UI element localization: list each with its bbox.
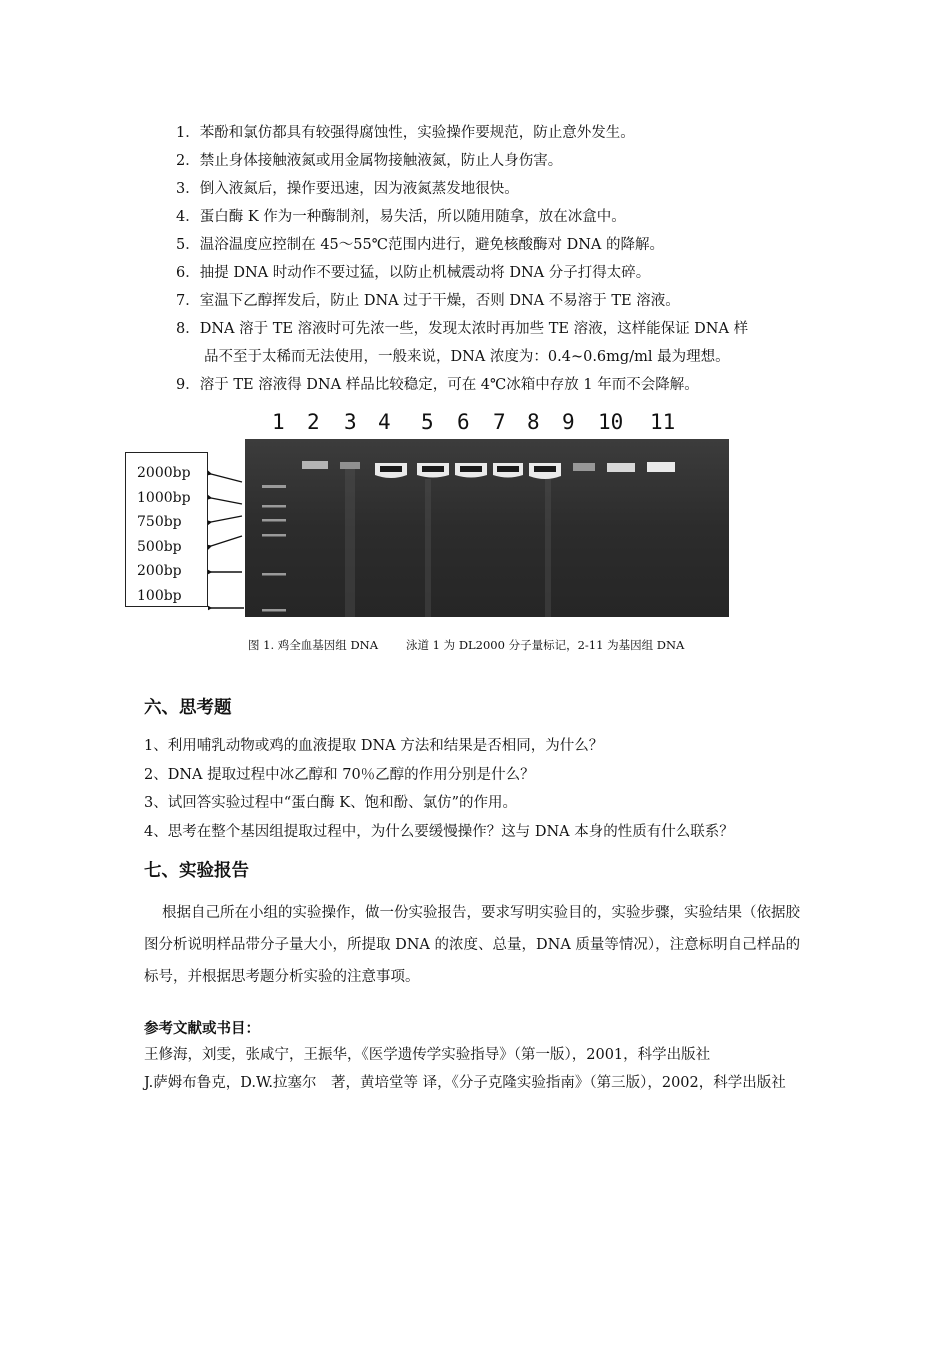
lane-number: 11 bbox=[650, 410, 676, 434]
lane-number: 2 bbox=[307, 410, 320, 434]
marker-label: 750bp bbox=[137, 514, 182, 530]
marker-label: 200bp bbox=[137, 563, 182, 579]
note-item: 9．溶于 TE 溶液得 DNA 样品比较稳定，可在 4℃冰箱中存放 1 年而不会降解。 bbox=[176, 377, 699, 393]
lane-number: 5 bbox=[421, 410, 434, 434]
marker-label: 1000bp bbox=[137, 489, 191, 506]
note-item: 2．禁止身体接触液氮或用金属物接触液氮，防止人身伤害。 bbox=[176, 153, 563, 169]
note-item: 4．蛋白酶 K 作为一种酶制剂，易失活，所以随用随拿，放在冰盒中。 bbox=[176, 209, 626, 225]
lane-number: 9 bbox=[562, 410, 575, 434]
lane-number: 8 bbox=[527, 410, 540, 434]
marker-label: 500bp bbox=[137, 538, 182, 555]
note-item: 1．苯酚和氯仿都具有较强得腐蚀性，实验操作要规范，防止意外发生。 bbox=[176, 125, 635, 141]
note-item: 6．抽提 DNA 时动作不要过猛，以防止机械震动将 DNA 分子打得太碎。 bbox=[176, 265, 651, 281]
note-continuation: 品不至于太稀而无法使用，一般来说，DNA 浓度为：0.4~0.6mg/ml 最为理想。 bbox=[204, 349, 730, 365]
caption-description: 泳道 1 为 DL2000 分子量标记，2-11 为基因组 DNA bbox=[406, 638, 685, 652]
question-item: 2、DNA 提取过程中冰乙醇和 70％乙醇的作用分别是什么？ bbox=[144, 766, 535, 783]
arrow-2000bp bbox=[211, 474, 242, 482]
question-item: 1、利用哺乳动物或鸡的血液提取 DNA 方法和结果是否相同，为什么？ bbox=[144, 738, 604, 754]
section-heading-questions: 六、思考题 bbox=[144, 698, 232, 718]
question-item: 3、试回答实验过程中“蛋白酶 K、饱和酚、氯仿”的作用。 bbox=[144, 795, 517, 811]
arrow-750bp bbox=[211, 516, 242, 522]
report-body bbox=[144, 897, 814, 993]
marker-arrows bbox=[208, 452, 248, 612]
lane-number: 6 bbox=[457, 410, 470, 434]
arrow-500bp bbox=[211, 536, 242, 546]
gel-electrophoresis-image bbox=[245, 439, 729, 617]
references-list bbox=[144, 1041, 814, 1097]
marker-label: 2000bp bbox=[137, 465, 191, 481]
marker-size-legend bbox=[125, 452, 208, 607]
caption-title: 图 1. 鸡全血基因组 DNA bbox=[248, 638, 379, 652]
questions-list bbox=[144, 732, 844, 846]
note-item-continued bbox=[176, 343, 826, 371]
lane-number: 4 bbox=[378, 410, 391, 434]
question-item: 4、思考在整个基因组提取过程中，为什么要缓慢操作？这与 DNA 本身的性质有什么联系？ bbox=[144, 823, 734, 840]
precautions-list bbox=[176, 119, 826, 399]
reference-item: J.萨姆布鲁克，D.W.拉塞尔 著，黄培堂等 译，《分子克隆实验指南》（第三版），2002，科学出版社 bbox=[144, 1075, 786, 1091]
lane-number: 7 bbox=[493, 410, 506, 434]
figure-caption bbox=[248, 637, 684, 653]
lane-number: 3 bbox=[344, 410, 357, 434]
section-heading-report: 七、实验报告 bbox=[144, 861, 249, 881]
note-item: 8．DNA 溶于 TE 溶液时可先浓一些，发现太浓时再加些 TE 溶液，这样能保证 DNA 样 bbox=[176, 321, 749, 337]
note-item: 7．室温下乙醇挥发后，防止 DNA 过于干燥，否则 DNA 不易溶于 TE 溶液。 bbox=[176, 293, 680, 309]
lane-number: 1 bbox=[272, 410, 285, 434]
report-paragraph: 根据自己所在小组的实验操作，做一份实验报告，要求写明实验目的，实验步骤，实验结果（依据胶图分析说明样品带分子量大小，所提取 DNA 的浓度、总量，DNA 质量等情况），注意标明自己样品的标号，并根据思考题分析实验的注意事项。 bbox=[144, 905, 801, 985]
references-heading: 参考文献或书目： bbox=[144, 1021, 260, 1037]
marker-label: 100bp bbox=[137, 587, 182, 604]
lane-number: 10 bbox=[598, 410, 624, 434]
reference-item: 王修海，刘雯，张咸宁，王振华，《医学遗传学实验指导》（第一版），2001，科学出版社 bbox=[144, 1047, 711, 1063]
arrow-1000bp bbox=[211, 498, 242, 504]
note-item: 5．温浴温度应控制在 45～55℃范围内进行，避免核酸酶对 DNA 的降解。 bbox=[176, 237, 664, 253]
note-item: 3．倒入液氮后，操作要迅速，因为液氮蒸发地很快。 bbox=[176, 181, 519, 197]
gel-lane-numbers bbox=[262, 410, 702, 438]
